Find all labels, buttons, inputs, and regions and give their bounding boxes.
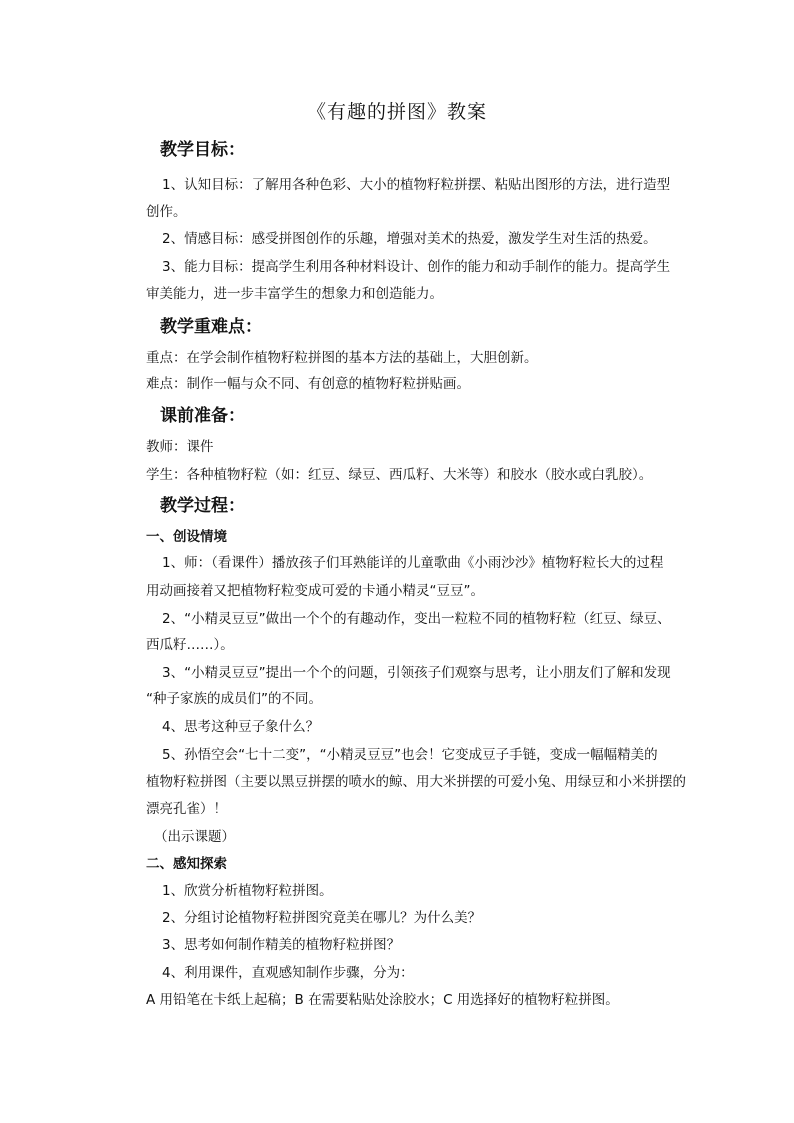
section-heading-keypoints: 教学重难点： <box>160 317 262 337</box>
process-part1-line-6: “种子家族的成员们”的不同。 <box>146 691 322 707</box>
process-part1-line-9: 植物籽粒拼图（主要以黑豆拼摆的喷水的鲸、用大米拼摆的可爱小兔、用绿豆和小米拼摆的 <box>146 774 686 790</box>
process-part1-line-1: 1、师：（看课件）播放孩子们耳熟能详的儿童歌曲《小雨沙沙》植物籽粒长大的过程 <box>162 555 664 571</box>
process-part1-title: 一、创设情境 <box>146 529 227 545</box>
process-part2-line-2: 2、分组讨论植物籽粒拼图究竟美在哪儿？为什么美？ <box>162 910 482 926</box>
keypoints-line-2: 难点：制作一幅与众不同、有创意的植物籽粒拼贴画。 <box>146 376 470 392</box>
process-part2-line-5: A 用铅笔在卡纸上起稿；B 在需要粘贴处涂胶水；C 用选择好的植物籽粒拼图。 <box>146 992 619 1008</box>
process-part1-line-10: 漂亮孔雀）！ <box>146 801 227 817</box>
process-part2-line-4: 4、利用课件，直观感知制作步骤，分为： <box>162 965 414 981</box>
process-part1-line-2: 用动画接着又把植物籽粒变成可爱的卡通小精灵“豆豆”。 <box>146 583 484 599</box>
document-title: 《有趣的拼图》教案 <box>306 101 487 123</box>
goals-line-1: 1、认知目标：了解用各种色彩、大小的植物籽粒拼摆、粘贴出图形的方法，进行造型 <box>162 177 671 193</box>
process-part2-title: 二、感知探索 <box>146 856 227 872</box>
section-heading-prep: 课前准备： <box>160 406 245 426</box>
process-part2-line-3: 3、思考如何制作精美的植物籽粒拼图？ <box>162 937 401 953</box>
goals-line-4: 3、能力目标：提高学生利用各种材料设计、创作的能力和动手制作的能力。提高学生 <box>162 259 671 275</box>
process-part1-line-11: （出示课题） <box>154 829 235 845</box>
process-part1-line-5: 3、“小精灵豆豆”提出一个个的问题，引领孩子们观察与思考，让小朋友们了解和发现 <box>162 665 671 681</box>
process-part1-line-8: 5、孙悟空会“七十二变”，“小精灵豆豆”也会！它变成豆子手链，变成一幅幅精美的 <box>162 747 658 763</box>
goals-line-2: 创作。 <box>146 204 187 220</box>
goals-line-5: 审美能力，进一步丰富学生的想象力和创造能力。 <box>146 286 443 302</box>
prep-line-1: 教师：课件 <box>146 439 214 455</box>
prep-line-2: 学生：各种植物籽粒（如：红豆、绿豆、西瓜籽、大米等）和胶水（胶水或白乳胶）。 <box>146 467 653 483</box>
process-part1-line-3: 2、“小精灵豆豆”做出一个个的有趣动作，变出一粒粒不同的植物籽粒（红豆、绿豆、 <box>162 611 671 627</box>
section-heading-goals: 教学目标： <box>160 140 245 160</box>
process-part1-line-4: 西瓜籽……）。 <box>146 637 234 653</box>
section-heading-process: 教学过程： <box>160 496 245 516</box>
process-part1-line-7: 4、思考这种豆子象什么？ <box>162 719 320 735</box>
goals-line-3: 2、情感目标：感受拼图创作的乐趣，增强对美术的热爱，激发学生对生活的热爱。 <box>162 231 657 247</box>
process-part2-line-1: 1、欣赏分析植物籽粒拼图。 <box>162 883 333 899</box>
keypoints-line-1: 重点：在学会制作植物籽粒拼图的基本方法的基础上，大胆创新。 <box>146 350 538 366</box>
